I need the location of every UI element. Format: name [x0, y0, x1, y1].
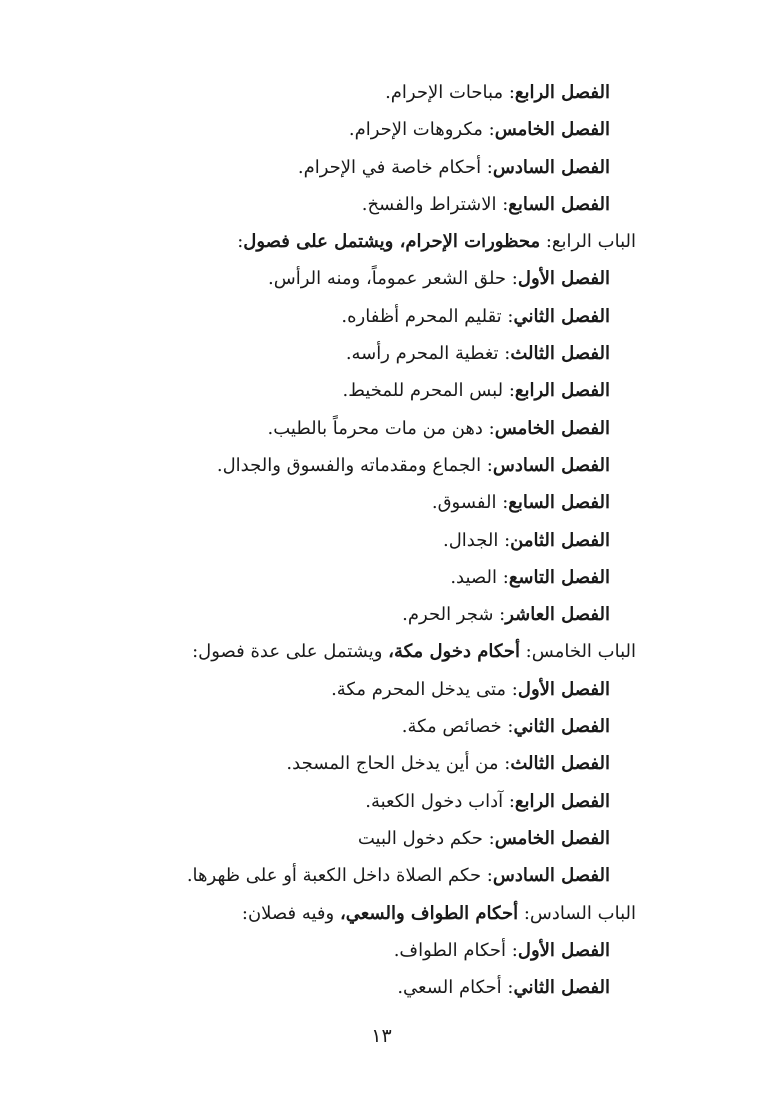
section-title: أحكام دخول مكة، [388, 641, 520, 663]
chapter-label: الفصل الأول [517, 268, 610, 290]
section-suffix: : [237, 231, 244, 253]
chapter-title: حكم الصلاة داخل الكعبة أو على ظهرها. [186, 865, 482, 887]
list-item [0, 820, 763, 857]
chapter-label: الفصل الخامس [494, 119, 610, 141]
list-item [0, 969, 763, 1006]
section-heading [0, 633, 763, 670]
separator: : [501, 305, 514, 327]
section-title: محظورات الإحرام، ويشتمل على فصول [243, 231, 541, 253]
list-item [0, 708, 763, 745]
separator: : [506, 939, 518, 961]
separator: : [540, 231, 552, 253]
section-heading [0, 895, 763, 932]
list-item [0, 932, 763, 969]
chapter-title: لبس المحرم للمخيط. [342, 380, 504, 402]
chapter-label: الفصل السادس [492, 454, 610, 476]
separator: : [482, 827, 495, 849]
chapter-title: أحكام الطواف. [393, 939, 507, 961]
separator: : [498, 529, 511, 551]
separator: : [481, 454, 493, 476]
chapter-title: من أين يدخل الحاج المسجد. [286, 753, 499, 775]
chapter-title: الفسوق. [431, 492, 497, 514]
list-item [0, 372, 763, 409]
separator: : [498, 753, 511, 775]
list-item [0, 671, 763, 708]
section-label: الباب السادس [529, 902, 636, 924]
chapter-label: الفصل الثاني [513, 977, 610, 999]
chapter-title: مباحات الإحرام. [385, 82, 504, 103]
separator: : [518, 902, 530, 924]
chapter-label: الفصل التاسع [508, 566, 610, 588]
chapter-label: الفصل الخامس [494, 827, 610, 849]
chapter-title: الجدال. [443, 529, 499, 551]
separator: : [482, 417, 495, 439]
separator: : [506, 678, 518, 700]
separator: : [501, 977, 514, 999]
section-suffix: وفيه فصلان: [241, 902, 340, 924]
section-label: الباب الخامس [531, 641, 636, 663]
list-item [0, 857, 763, 894]
chapter-label: الفصل الأول [517, 939, 610, 961]
separator: : [482, 119, 495, 141]
separator: : [503, 790, 515, 812]
chapter-label: الفصل الثالث [510, 753, 610, 775]
chapter-label: الفصل العاشر [505, 604, 610, 626]
list-item [0, 74, 763, 111]
separator: : [497, 566, 509, 588]
chapter-label: الفصل الثاني [513, 305, 610, 327]
separator: : [496, 193, 509, 215]
separator: : [519, 641, 532, 663]
chapter-label: الفصل السادس [492, 865, 610, 887]
chapter-title: الجماع ومقدماته والفسوق والجدال. [216, 454, 482, 476]
separator: : [498, 343, 511, 365]
list-item [0, 149, 763, 186]
chapter-label: الفصل الرابع [514, 82, 610, 103]
list-item [0, 298, 763, 335]
chapter-label: الفصل الخامس [494, 417, 610, 439]
chapter-label: الفصل السابع [508, 492, 610, 514]
chapter-title: دهن من مات محرماً بالطيب. [267, 417, 483, 439]
chapter-label: الفصل الثامن [510, 529, 610, 551]
section-suffix: ويشتمل على عدة فصول: [192, 641, 389, 663]
chapter-label: الفصل الرابع [514, 380, 610, 402]
chapter-title: متى يدخل المحرم مكة. [331, 678, 507, 700]
separator: : [481, 156, 493, 178]
chapter-label: الفصل الثاني [513, 716, 610, 738]
separator: : [496, 492, 509, 514]
separator: : [503, 82, 515, 103]
separator: : [481, 865, 493, 887]
list-item [0, 484, 763, 521]
list-item [0, 186, 763, 223]
chapter-title: آداب دخول الكعبة. [365, 790, 504, 812]
chapter-title: أحكام السعي. [397, 977, 502, 999]
separator: : [506, 268, 518, 290]
chapter-title: تقليم المحرم أظفاره. [341, 305, 502, 327]
table-of-contents [0, 74, 763, 1006]
chapter-title: تغطية المحرم رأسه. [345, 343, 499, 365]
separator: : [503, 380, 515, 402]
chapter-title: خصائص مكة. [401, 716, 502, 738]
chapter-title: شجر الحرم. [402, 604, 494, 626]
chapter-label: الفصل السادس [492, 156, 610, 178]
list-item [0, 335, 763, 372]
section-label: الباب الرابع [551, 231, 636, 253]
list-item [0, 559, 763, 596]
page-number: ١٣ [371, 1025, 392, 1047]
list-item [0, 783, 763, 820]
list-item [0, 596, 763, 633]
chapter-label: الفصل الرابع [514, 790, 610, 812]
list-item [0, 410, 763, 447]
section-heading [0, 223, 763, 260]
chapter-label: الفصل الثالث [510, 343, 610, 365]
chapter-label: الفصل السابع [508, 193, 610, 215]
separator: : [501, 716, 514, 738]
chapter-title: مكروهات الإحرام. [348, 119, 483, 141]
list-item [0, 111, 763, 148]
list-item [0, 745, 763, 782]
separator: : [493, 604, 506, 626]
chapter-title: حلق الشعر عموماً، ومنه الرأس. [268, 268, 507, 290]
list-item [0, 447, 763, 484]
chapter-title: الصيد. [450, 566, 498, 588]
section-title: أحكام الطواف والسعي، [339, 902, 519, 924]
chapter-label: الفصل الأول [517, 678, 610, 700]
list-item [0, 260, 763, 297]
chapter-title: الاشتراط والفسخ. [361, 193, 497, 215]
list-item [0, 522, 763, 559]
chapter-title: أحكام خاصة في الإحرام. [297, 156, 482, 178]
chapter-title: حكم دخول البيت [357, 827, 483, 849]
